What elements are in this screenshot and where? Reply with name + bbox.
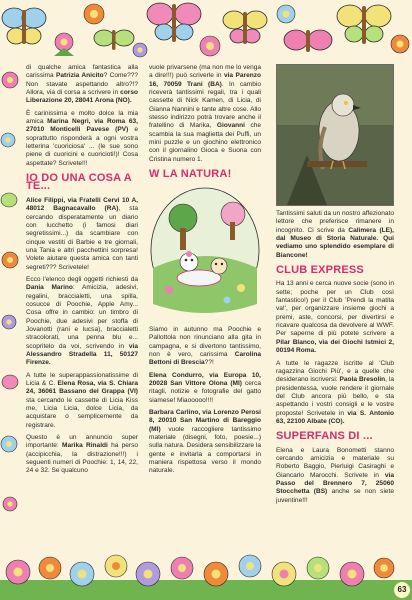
left-flower-border (0, 60, 22, 540)
paragraph: Ha 13 anni e cerca nuove socie (sono in sette; poche per un Club così fantastico!) per il Club 'Prendi la matita va!', per organizzare insieme giochi a premi, aste, concorsi, per divertirsi e ricavare qualcosa da devolvere al WWF. Per saperne di più potete scrivere a Pilar Blanco, via dei Giochi Istmici 2, 00194 Roma. (276, 280, 394, 355)
flower-icon (272, 562, 296, 586)
flower-icon (340, 562, 364, 586)
flower-icon (374, 558, 394, 578)
flower-icon (171, 557, 193, 579)
top-flower-border (0, 0, 412, 62)
butterfly-icon (2, 8, 46, 44)
paragraph: Alice Filippi, via Fratelli Cervi 10 A, 48012 Bagnacavallo (RA), sta cercando disperatamente un diario con lucchetto (i famosi diari segretissimi...) da scambiare con cinque vestiti di Barbie e tre giornali, una Tania e altri pacchettini sorpresa! Volete aiutare questa amica con tanti segreti??? Scrivetele! (26, 196, 138, 271)
flower-icon (200, 36, 220, 56)
flower-icon (70, 562, 94, 586)
flower-icon (133, 43, 147, 57)
flower-icon (136, 562, 160, 586)
section-heading-io-do: IO DO UNA COSA A TE... (26, 172, 132, 193)
flower-icon (204, 562, 228, 586)
section-heading-natura: W LA NATURA! (149, 168, 232, 181)
paragraph: vuole privarsene (ma non me lo venga a dire!!!) può scriverle in via Parenzo 16, 70059 Trani (BA). In cambio riceverà tantissimi regali, tra i quali cassette di Nick Kamen, di Licia, di Gianna Nannini e tante altre cose. Allo stesso indirizzo potrà trovare anche il fratellino di Marika, Giovanni che scambia la sua maglietta dei Puffi, un mini puzzle e un giochino elettronico con il giornalino Gioca e Suona con Cristina numero 1. (149, 64, 262, 163)
flower-icon (391, 35, 409, 53)
flower-icon (39, 557, 61, 579)
section-heading-club-express: CLUB EXPRESS (276, 264, 364, 277)
butterfly-icon (284, 30, 332, 52)
column-middle (149, 64, 261, 480)
paragraph: Questo è un annuncio super importante: Marika Rinaldi ha perso (accipicchia, la distrazione!!!) i seguenti numeri di Poochie: 1, 14, 22, 24 e 32. Se qualcuno (26, 434, 139, 475)
bottom-flower-border (0, 540, 412, 600)
flower-icon (6, 560, 30, 584)
paragraph: Ecco l'elenco degli oggetti richiesti da Dania Marino: Amicizia, adesivi, regalini, braccialetti, una spilla, cosucce di Poochie, Apple Amy... Cosa offre in cambio: un timbro di Poochie, due adesivi per stoffa di Jovanotti (rani e lucsa), braccialetti stracolorati, una penna blu e... scopritelo da voi, scrivendo in via Alessandro Stradella 11, 50127 Firenze. (26, 275, 139, 367)
paragraph: Elena e Laura Bonometti stanno cercando amicizia e materiale su Roberto Baggio, Pierluigi Casiraghi e Giancarlo Marocchi. Scrivete in via Passo del Brennero 7, 25060 Stocchetta (BS) anche se non siete juventine!!! (276, 446, 395, 504)
paragraph: Elena Condurro, via Europa 10, 20028 San Vittore Olona (MI) cerca ritagli, notizie e fotografie del gatto siamese! Miaooooo!!!! (149, 371, 262, 404)
paragraph: È carinissima e molto dolce la mia amica Marina Negri, via Roma 63, 27010 Monticelli Pavese (PV) e soprattutto risponderà a ogni vostra letterina 'cuoriciosa' ... (le sue sono piene di cuoricini e cuoricioti!)! Cosa aspettate? Scrivete!!! (26, 109, 138, 167)
poochie-picnic-illustration (149, 184, 261, 316)
paragraph: di qualche amica fantastica alla carissima Patrizia Anicito? Come??? Non stavate aspettando altro?!? Allora, via di corsa a scrivere in corso Liberazione 20, 28041 Arona (NO). (26, 64, 138, 105)
flower-icon (84, 4, 104, 24)
flower-icon (277, 5, 295, 23)
flower-icon (239, 555, 261, 577)
page-number: 63 (394, 582, 410, 598)
paragraph: Siamo in autunno ma Poochie e Pallottola non rinunciano alla gita in campagna, e si divertono tantissimo, non è vero, carissima Carolina Bettoni di Brescia??! (149, 325, 261, 367)
column-right (276, 64, 394, 509)
flower-icon (307, 557, 329, 579)
column-left (26, 64, 138, 480)
paragraph: Barbara Carlino, via Lorenzo Perosi 8, 20010 San Martino di Bareggio (MI) vuole raccogliere tantissimo materiale (disegni, foto, poesie...) sulla natura. Desidera sensibilizzare la gente e invitarla a comportarsi in maniera rispettosa verso il mondo naturale. (149, 408, 261, 475)
section-heading-superfans: SUPERFANS DI ... (276, 430, 373, 443)
biancone-photo (276, 64, 394, 206)
paragraph: A tutte le superappassionatissime di Licia & C. Elena Rosa, via S. Chiara 24, 36061 Bassano del Grappa (VI) sta cercando le cassette di Licia Kiss me, Licia Licia, dolce Licia, da acquistare o semplicemente da registrare. (26, 371, 139, 429)
paragraph: Tantissimi saluti da un nostro affezionato lettore che preferisce rimanere in incognito. Ci scrive da Calimera (LE), dal Museo di Storia Naturale. Qui vediamo uno splendido esemplare di Biancone! (276, 210, 394, 259)
flower-icon (105, 555, 127, 577)
paragraph: A tutte le ragazze iscritte al 'Club ragazzina Giochi Più', e a quelle che desiderano iscriversi: Paola Bresolin, la presidentessa, vuole rendere il giornale del Club ancora più bello, e sta aspettando i vostri consigli e le vostre proposte! Scrivetele in via S. Antonio 63, 22100 Albate (CO). (276, 359, 395, 425)
